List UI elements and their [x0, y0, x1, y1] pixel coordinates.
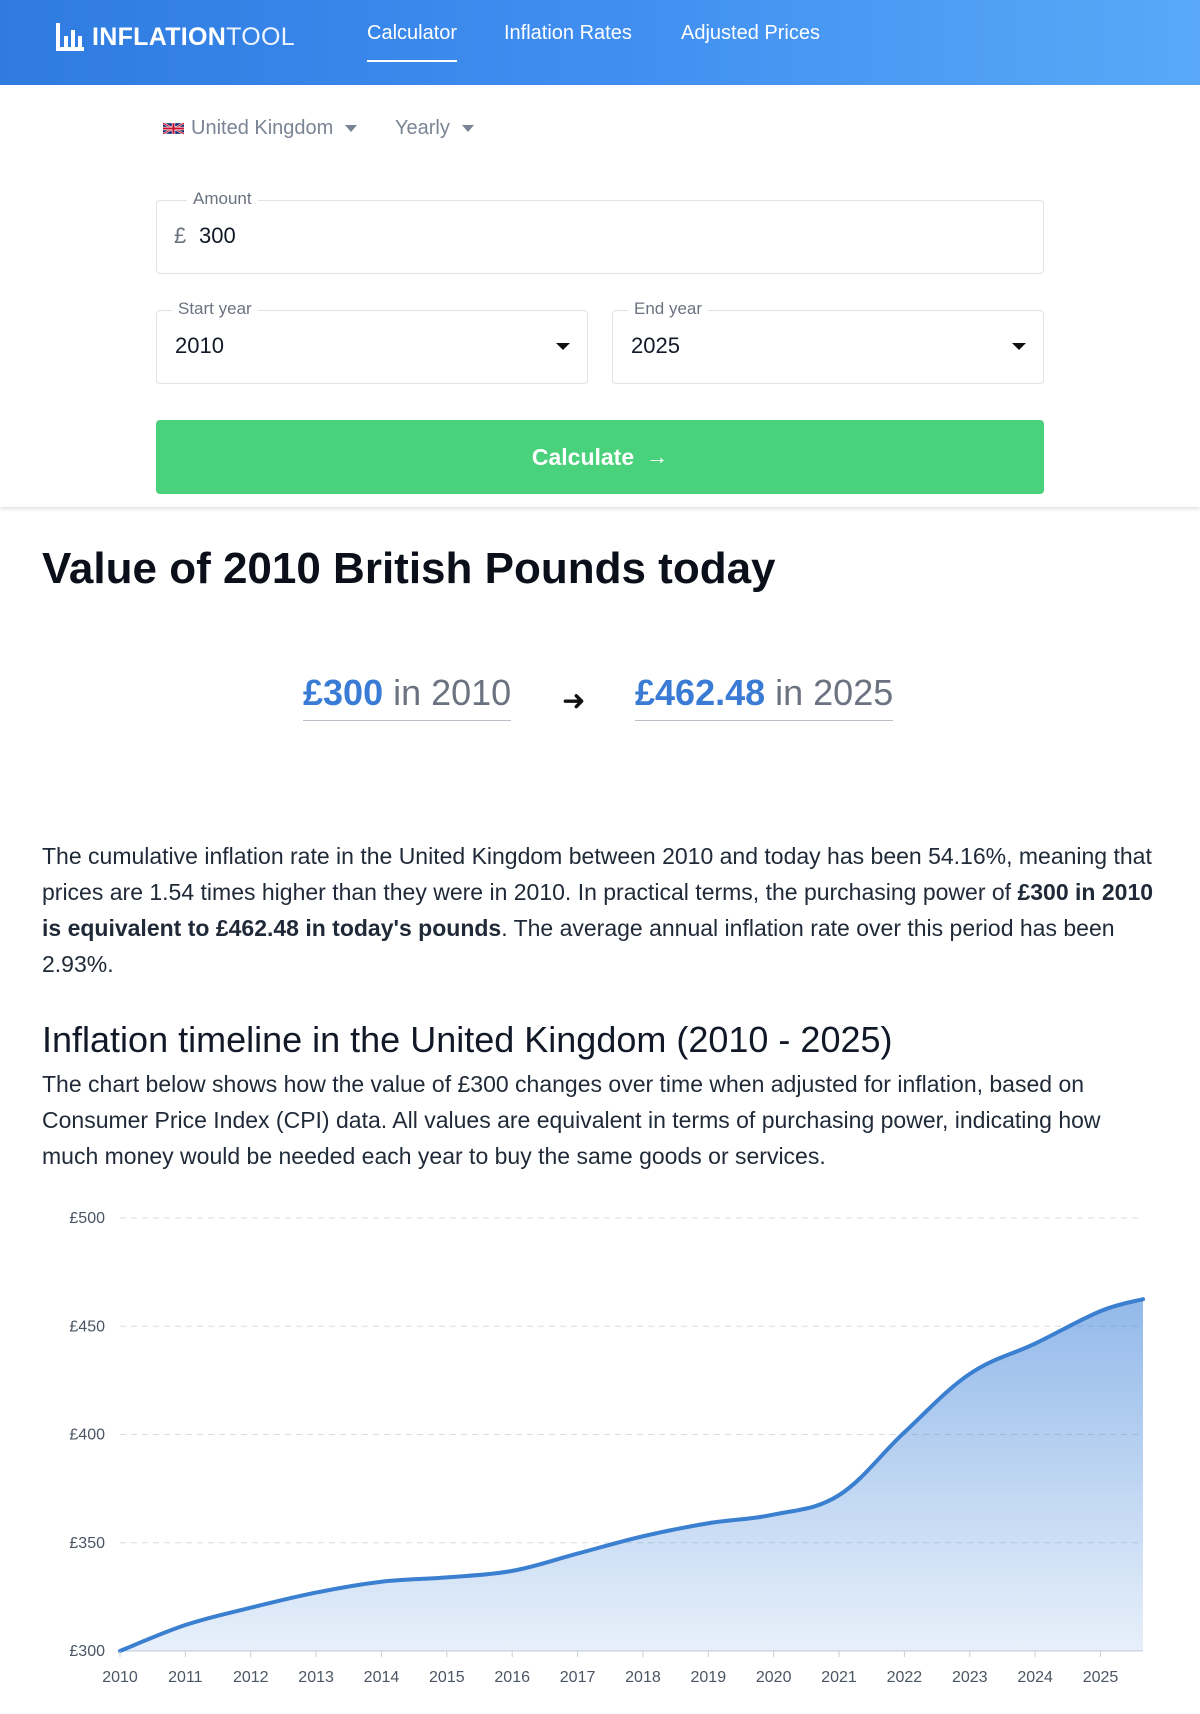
- bar-chart-logo-icon: [56, 23, 84, 51]
- x-tick-label: 2023: [951, 1669, 988, 1686]
- x-tick-label: 2011: [168, 1669, 203, 1686]
- chevron-down-icon: [345, 125, 357, 132]
- frequency-label: Yearly: [395, 117, 450, 139]
- nav-link-inflation-rates[interactable]: Inflation Rates: [504, 22, 632, 44]
- dropdown-arrow-icon: [556, 343, 570, 350]
- logo-text-light: TOOL: [226, 22, 295, 51]
- amount-field[interactable]: [156, 189, 1044, 274]
- currency-symbol: £: [174, 223, 187, 248]
- amount-label: Amount: [187, 189, 258, 209]
- start-year-label: Start year: [172, 299, 258, 319]
- summary-text-1: The cumulative inflation rate in the United Kingdom between 2010 and today has been 54.16%, meaning that prices are 1.54 times higher than they were in 2010. In practical terms, the purchasing power of: [42, 843, 1152, 905]
- to-amount: £462.48: [635, 672, 766, 713]
- logo-text: [92, 23, 295, 52]
- uk-flag-icon: [163, 121, 184, 136]
- frequency-selector[interactable]: [395, 117, 474, 140]
- x-tick-label: 2010: [102, 1669, 138, 1686]
- page-title: Value of 2010 British Pounds today: [42, 544, 776, 593]
- x-tick-label: 2022: [886, 1669, 923, 1686]
- y-tick-label: £400: [69, 1426, 105, 1444]
- start-year-select[interactable]: [156, 299, 588, 384]
- country-selector[interactable]: [163, 117, 357, 140]
- end-year-label: End year: [628, 299, 708, 319]
- x-tick-label: 2016: [494, 1669, 531, 1686]
- summary-bold: £300 in 2010 is equivalent to £462.48 in today's pounds: [42, 879, 1154, 941]
- nav-link-adjusted-prices[interactable]: Adjusted Prices: [681, 22, 820, 44]
- from-amount: £300: [303, 672, 384, 713]
- timeline-title: Inflation timeline in the United Kingdom (2010 - 2025): [42, 1019, 893, 1060]
- timeline-description: The chart below shows how the value of £300 changes over time when adjusted for inflation, based on Consumer Price Index (CPI) data. All values are equivalent in terms of purchasing power, indicating how much money would be needed each year to buy the same goods or services.: [42, 1071, 1101, 1169]
- x-tick-label: 2021: [821, 1669, 857, 1686]
- end-year-value: 2025: [631, 333, 680, 358]
- logo-text-strong: INFLATION: [92, 22, 227, 51]
- to-year: in 2025: [765, 672, 894, 713]
- chart-area: [120, 1299, 1143, 1651]
- x-tick-label: 2025: [1082, 1669, 1119, 1686]
- x-tick-label: 2018: [625, 1669, 661, 1686]
- country-label: United Kingdom: [191, 117, 334, 139]
- x-tick-label: 2015: [429, 1669, 465, 1686]
- calculate-button[interactable]: [156, 420, 1044, 494]
- dropdown-arrow-icon: [1012, 343, 1026, 350]
- nav-link-calculator[interactable]: Calculator: [367, 22, 457, 62]
- y-tick-label: £500: [69, 1210, 105, 1227]
- y-tick-label: £350: [69, 1534, 105, 1552]
- y-tick-label: £300: [69, 1643, 105, 1660]
- from-value: [303, 672, 511, 721]
- end-year-select[interactable]: [612, 299, 1044, 384]
- summary-text-2: . The average annual inflation rate over this period has been 2.93%.: [42, 915, 1115, 977]
- to-value: [635, 672, 893, 721]
- y-tick-label: £450: [69, 1318, 105, 1336]
- amount-input[interactable]: 300: [199, 223, 236, 248]
- logo[interactable]: [56, 22, 295, 52]
- arrow-right-icon: →: [646, 444, 669, 469]
- x-tick-label: 2017: [559, 1669, 596, 1686]
- inflation-chart: [0, 1195, 1200, 1714]
- x-tick-label: 2014: [363, 1669, 400, 1686]
- top-navbar: [0, 0, 1200, 85]
- start-year-value: 2010: [175, 333, 224, 358]
- arrow-right-icon: ➜: [562, 685, 586, 716]
- x-tick-label: 2012: [232, 1669, 269, 1686]
- from-year: in 2010: [383, 672, 512, 713]
- chevron-down-icon: [462, 125, 474, 132]
- calculate-label: Calculate: [531, 443, 635, 470]
- x-tick-label: 2013: [298, 1669, 334, 1686]
- x-tick-label: 2020: [755, 1669, 792, 1686]
- summary-paragraph: [42, 838, 1162, 982]
- x-tick-label: 2019: [690, 1669, 727, 1686]
- x-tick-label: 2024: [1017, 1669, 1053, 1686]
